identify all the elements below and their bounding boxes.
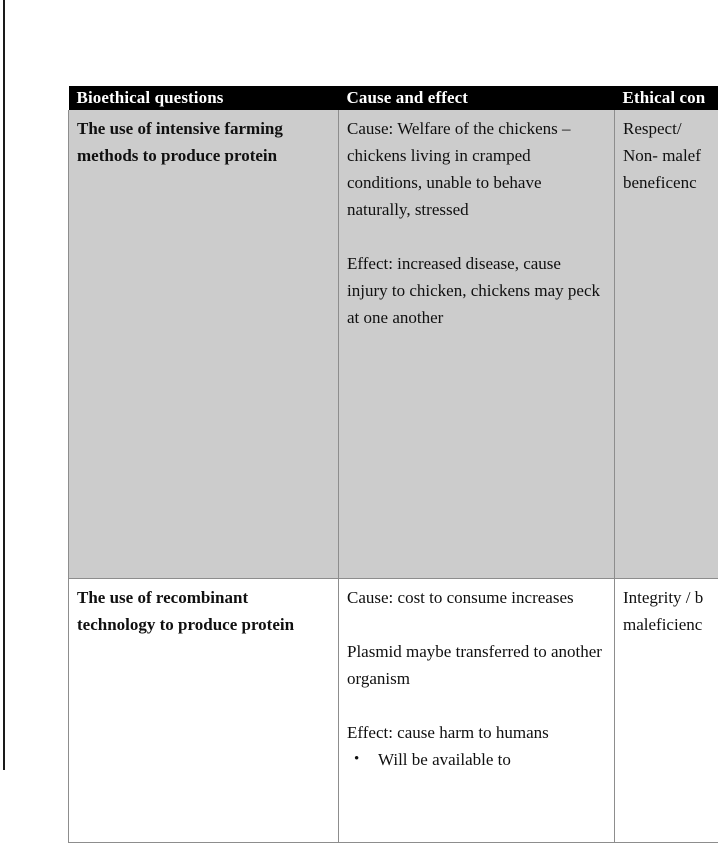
ethical-line-3: beneficenc [623, 169, 718, 196]
table-header [69, 86, 718, 110]
ethical-line-2: maleficienc [623, 611, 718, 638]
ethical-line-1: Respect/ [623, 115, 718, 142]
effect-paragraph: Effect: cause harm to humans [347, 719, 605, 746]
table-body [69, 110, 718, 843]
column-header-ethical-considerations: Ethical con [615, 86, 718, 110]
cell-cause-and-effect [339, 110, 615, 579]
question-text: The use of recombinant technology to produce protein [77, 584, 329, 638]
cause-paragraph: Cause: cost to consume increases [347, 584, 605, 611]
cell-ethical-considerations [615, 579, 718, 843]
cell-ethical-considerations [615, 110, 718, 579]
paragraph-spacer [347, 223, 605, 250]
bullet-icon: • [354, 746, 359, 773]
list-item [378, 746, 605, 773]
column-header-cause-and-effect: Cause and effect [339, 86, 615, 110]
list-item-label: Will be available to [378, 750, 511, 769]
ethical-line-1: Integrity / b [623, 584, 718, 611]
paragraph-spacer [347, 611, 605, 638]
plasmid-paragraph: Plasmid maybe transferred to another organism [347, 638, 605, 692]
paragraph-spacer [347, 692, 605, 719]
cell-question [69, 110, 339, 579]
effect-paragraph: Effect: increased disease, cause injury to chicken, chickens may peck at one another [347, 250, 605, 331]
table-header-row [69, 86, 718, 110]
cell-cause-and-effect [339, 579, 615, 843]
effect-bullet-list [347, 746, 605, 773]
question-text: The use of intensive farming methods to produce protein [77, 115, 329, 169]
cause-paragraph: Cause: Welfare of the chickens – chickens living in cramped conditions, unable to behave naturally, stressed [347, 115, 605, 223]
page-edge-line [3, 0, 5, 770]
table-row [69, 110, 718, 579]
table-row [69, 579, 718, 843]
cell-question [69, 579, 339, 843]
column-header-bioethical-questions: Bioethical questions [69, 86, 339, 110]
bioethics-table [68, 86, 718, 843]
ethical-line-2: Non- malef [623, 142, 718, 169]
